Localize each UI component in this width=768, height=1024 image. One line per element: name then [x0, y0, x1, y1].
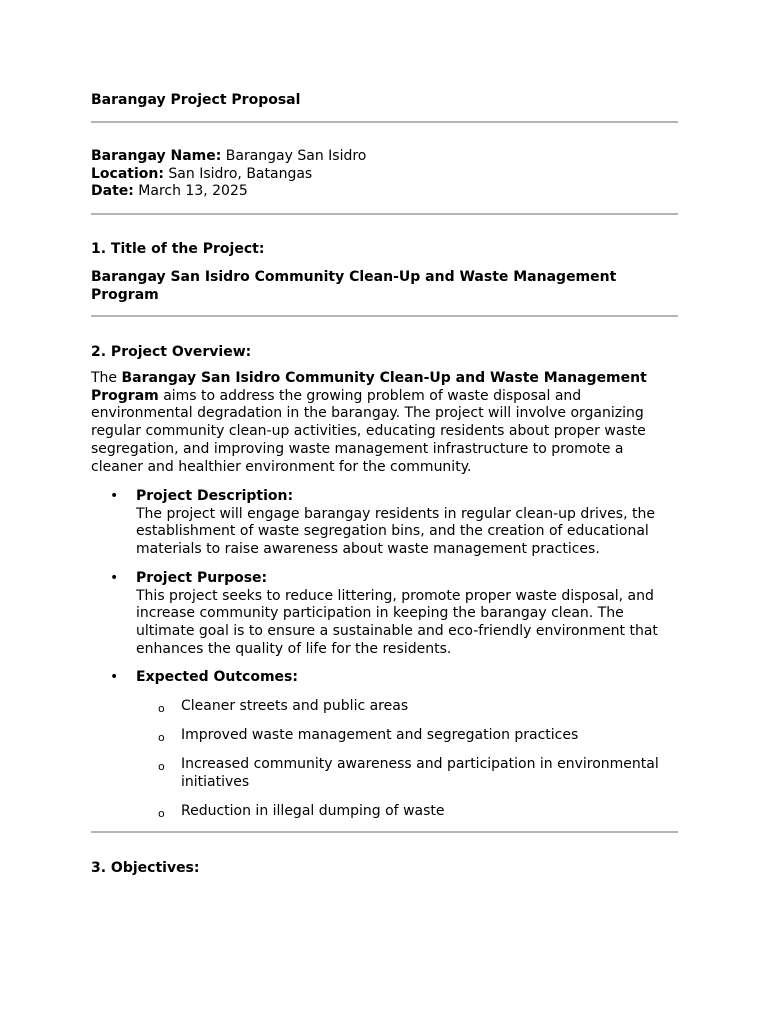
outcome-item — [91, 698, 678, 716]
location-line — [91, 166, 366, 184]
section-3-heading: 3. Objectives: — [91, 860, 200, 876]
bullet-project-description — [91, 488, 678, 559]
divider — [91, 831, 678, 833]
bullet-marker: • — [110, 669, 119, 685]
divider — [91, 121, 678, 123]
date-line — [91, 183, 366, 201]
bullet-marker: • — [110, 488, 119, 504]
bullet-marker: • — [110, 570, 119, 586]
divider — [91, 315, 678, 317]
sub-bullet-marker: o — [158, 760, 165, 773]
divider — [91, 213, 678, 215]
bullet-text: This project seeks to reduce littering, promote proper waste disposal, and increase community participation in keeping the barangay clean. The ultimate goal is to ensure a sustainable and eco-friendly environment that enhances the quality of life for the residents. — [136, 587, 658, 657]
overview-program-name: Barangay San Isidro Community Clean-Up and Waste Management Program — [91, 370, 647, 404]
section-2-heading: 2. Project Overview: — [91, 344, 252, 360]
outcome-text: Cleaner streets and public areas — [181, 698, 409, 714]
outcome-text: Improved waste management and segregation practices — [181, 727, 579, 743]
overview-prefix: The — [91, 370, 122, 386]
barangay-name-value: Barangay San Isidro — [221, 148, 367, 164]
overview-paragraph — [91, 370, 678, 476]
outcome-item — [91, 727, 678, 745]
location-label: Location: — [91, 165, 164, 182]
section-1-heading: 1. Title of the Project: — [91, 241, 265, 257]
outcome-item — [91, 803, 678, 821]
overview-text: aims to address the growing problem of waste disposal and environmental degradation in the barangay. The project will involve organizing regular community clean-up activities, educating residents about proper waste segregation, and improving waste management infrastructure to promote a cleaner and healthier environment for the community. — [91, 387, 646, 475]
project-title: Barangay San Isidro Community Clean-Up and Waste Management Program — [91, 269, 617, 303]
bullet-heading: Project Description: — [136, 488, 294, 504]
bullet-expected-outcomes — [91, 669, 678, 687]
outcome-text: Increased community awareness and participation in environmental initiatives — [181, 756, 659, 790]
bullet-text: The project will engage barangay residents in regular clean-up drives, the establishment of waste segregation bins, and the creation of educational materials to raise awareness about waste management practices. — [136, 505, 655, 558]
outcome-text: Reduction in illegal dumping of waste — [181, 803, 445, 819]
bullet-project-purpose — [91, 570, 678, 659]
sub-bullet-marker: o — [158, 731, 165, 744]
sub-bullet-marker: o — [158, 702, 165, 715]
date-label: Date: — [91, 183, 134, 200]
location-value: San Isidro, Batangas — [163, 165, 313, 182]
outcome-item — [91, 756, 678, 791]
barangay-name-line — [91, 148, 366, 166]
date-value: March 13, 2025 — [133, 183, 248, 200]
bullet-heading: Project Purpose: — [136, 570, 268, 586]
barangay-name-label: Barangay Name: — [91, 148, 222, 164]
barangay-info — [91, 148, 366, 201]
sub-bullet-marker: o — [158, 807, 165, 820]
document-title: Barangay Project Proposal — [91, 92, 301, 108]
bullet-heading: Expected Outcomes: — [136, 669, 298, 685]
